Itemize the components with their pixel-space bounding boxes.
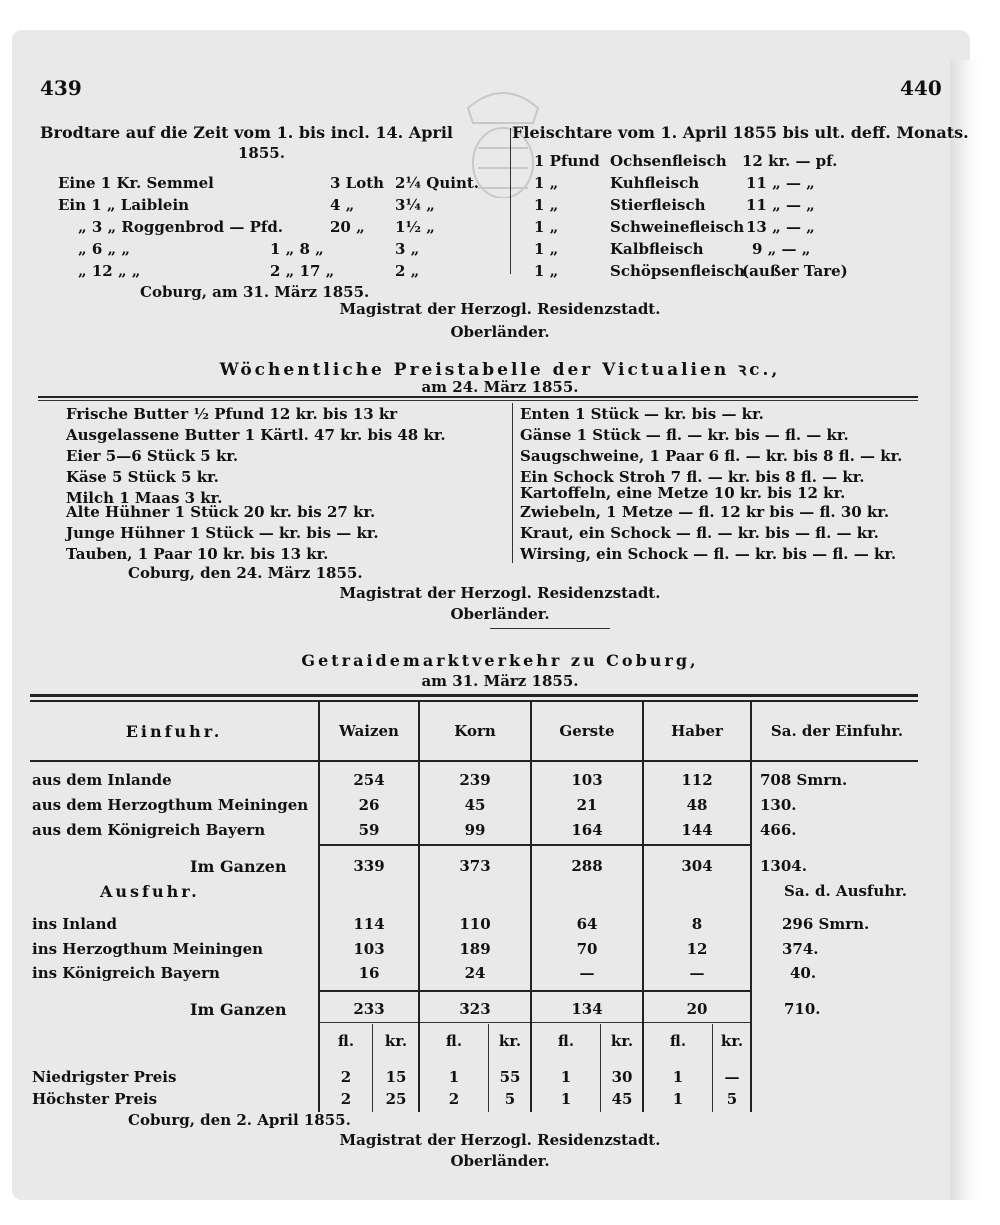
header-gerste: Gerste	[559, 722, 615, 740]
table-cell: 12	[686, 940, 708, 958]
fleisch-qty: 1 Pfund	[534, 152, 600, 170]
table-cell: 16	[358, 964, 380, 982]
header-korn: Korn	[454, 722, 496, 740]
table-cell: 24	[464, 964, 486, 982]
table-cell: 233	[353, 1000, 385, 1018]
page-number-left: 439	[40, 76, 82, 100]
table-cell: 55	[499, 1068, 521, 1086]
table-cell: 304	[681, 857, 713, 875]
table-cell: 164	[571, 821, 603, 839]
table-cell: 1	[672, 1068, 684, 1086]
fleisch-kind: Schweinefleisch	[610, 218, 745, 236]
price-item: Junge Hühner 1 Stück — kr. bis — kr.	[66, 524, 379, 542]
table-cell: 103	[571, 771, 603, 789]
brodtaxe-item: Eine 1 Kr. Semmel	[58, 174, 214, 192]
table-cell: 1	[560, 1068, 572, 1086]
table-cell: 45	[611, 1090, 633, 1108]
header-waizen: Waizen	[339, 722, 399, 740]
table-cell: 374.	[782, 940, 819, 958]
table-col-rule	[642, 700, 644, 1112]
table-cell: 70	[576, 940, 598, 958]
price-item: Ein Schock Stroh 7 fl. — kr. bis 8 fl. — kr.	[520, 468, 865, 486]
table-cell: 1304.	[760, 857, 807, 875]
fleischtaxe-heading: Fleischtare vom 1. April 1855 bis ult. deff. Monats.	[512, 123, 969, 142]
table-row-label: Im Ganzen	[190, 1000, 287, 1019]
table-rule	[30, 760, 918, 762]
brodtaxe-quint: 3¼ „	[395, 196, 435, 214]
ausfuhr-sum-label: Sa. d. Ausfuhr.	[784, 882, 907, 900]
table-col-rule	[318, 700, 320, 1112]
signature-authority: Magistrat der Herzogl. Residenzstadt.	[339, 584, 661, 602]
fleisch-kind: Kuhfleisch	[610, 174, 700, 192]
price-item: Tauben, 1 Paar 10 kr. bis 13 kr.	[66, 545, 329, 563]
table-cell: 8	[691, 915, 703, 933]
signature-name: Oberländer.	[450, 605, 550, 623]
getraide-title: Getraidemarktverkehr zu Coburg,	[301, 651, 699, 670]
column-divider	[512, 403, 513, 563]
getraide-place-date: Coburg, den 2. April 1855.	[128, 1111, 351, 1129]
table-cell: 2	[340, 1090, 352, 1108]
brodtaxe-weight: 4 „	[330, 196, 355, 214]
fleisch-price: 13 „ — „	[746, 218, 815, 236]
unit-label: kr.	[498, 1032, 522, 1050]
unit-label: fl.	[445, 1032, 463, 1050]
table-cell: 466.	[760, 821, 797, 839]
brodtaxe-item: „ 12 „ „	[78, 262, 141, 280]
fleisch-qty: 1 „	[534, 262, 559, 280]
brodtaxe-quint: 1½ „	[395, 218, 435, 236]
table-cell: 64	[576, 915, 598, 933]
signature-name: Oberländer.	[450, 323, 550, 341]
table-row-label: Niedrigster Preis	[32, 1068, 177, 1086]
brodtaxe-year: 1855.	[238, 144, 285, 162]
table-cell: 15	[385, 1068, 407, 1086]
table-row-label: ins Königreich Bayern	[32, 964, 220, 982]
header-einfuhr: Einfuhr.	[125, 722, 223, 741]
price-item: Zwiebeln, 1 Metze — fl. 12 kr bis — fl. 30 kr.	[520, 503, 890, 521]
brodtaxe-quint: 2¼ Quint.	[395, 174, 480, 192]
price-item: Kartoffeln, eine Metze 10 kr. bis 12 kr.	[520, 484, 846, 502]
table-rule	[30, 694, 918, 697]
table-col-rule	[712, 1024, 713, 1112]
brodtaxe-weight: 2 „ 17 „	[270, 262, 335, 280]
table-cell: 21	[576, 796, 598, 814]
unit-label: fl.	[337, 1032, 355, 1050]
table-row-label: Höchster Preis	[32, 1090, 158, 1108]
table-col-rule	[530, 700, 532, 1112]
table-cell: 40.	[790, 964, 817, 982]
signature-authority: Magistrat der Herzogl. Residenzstadt.	[339, 300, 661, 318]
wochen-title: Wöchentliche Preistabelle der Victualien ꝛc.,	[219, 360, 781, 380]
table-row-label: aus dem Inlande	[32, 771, 172, 789]
table-cell: 2	[448, 1090, 460, 1108]
table-cell: 1	[448, 1068, 460, 1086]
fleisch-price: 12 kr. — pf.	[742, 152, 838, 170]
short-rule	[490, 628, 610, 629]
wochen-place-date: Coburg, den 24. März 1855.	[128, 564, 363, 582]
fleisch-kind: Ochsenfleisch	[610, 152, 727, 170]
table-cell: 5	[504, 1090, 516, 1108]
price-item: Enten 1 Stück — kr. bis — kr.	[520, 405, 764, 423]
table-rule	[318, 1022, 750, 1023]
fleisch-price: (außer Tare)	[742, 262, 848, 280]
wochen-date: am 24. März 1855.	[421, 378, 579, 396]
table-cell: 48	[686, 796, 708, 814]
header-haber: Haber	[671, 722, 723, 740]
unit-label: kr.	[610, 1032, 634, 1050]
header-sum-einfuhr: Sa. der Einfuhr.	[770, 722, 904, 740]
table-cell: 134	[571, 1000, 603, 1018]
fleisch-kind: Kalbfleisch	[610, 240, 704, 258]
table-cell: 5	[726, 1090, 738, 1108]
page-number-right: 440	[900, 76, 942, 100]
brodtaxe-item: Ein 1 „ Laiblein	[58, 196, 190, 214]
getraide-date: am 31. März 1855.	[421, 672, 579, 690]
table-cell: 30	[611, 1068, 633, 1086]
page-edge	[950, 60, 980, 1200]
brodtaxe-quint: 2 „	[395, 262, 420, 280]
table-cell: 1	[560, 1090, 572, 1108]
table-col-rule	[372, 1024, 373, 1112]
table-cell: 339	[353, 857, 385, 875]
table-cell: 45	[464, 796, 486, 814]
price-item: Milch 1 Maas 3 kr.	[66, 489, 223, 507]
price-item: Eier 5—6 Stück 5 kr.	[66, 447, 239, 465]
price-item: Ausgelassene Butter 1 Kärtl. 47 kr. bis 48 kr.	[66, 426, 446, 444]
table-cell: 103	[353, 940, 385, 958]
price-item: Wirsing, ein Schock — fl. — kr. bis — fl. — kr.	[520, 545, 897, 563]
table-row-label: aus dem Herzogthum Meiningen	[32, 796, 309, 814]
price-item: Gänse 1 Stück — fl. — kr. bis — fl. — kr.	[520, 426, 849, 444]
table-col-rule	[488, 1024, 489, 1112]
table-cell: —	[724, 1068, 740, 1086]
fleisch-qty: 1 „	[534, 174, 559, 192]
price-item: Saugschweine, 1 Paar 6 fl. — kr. bis 8 fl. — kr.	[520, 447, 903, 465]
brodtaxe-item: „ 6 „ „	[78, 240, 130, 258]
brodtaxe-item: „ 3 „ Roggenbrod — Pfd.	[78, 218, 284, 236]
table-cell: 130.	[760, 796, 797, 814]
table-cell: 296 Smrn.	[782, 915, 870, 933]
fleisch-qty: 1 „	[534, 218, 559, 236]
table-cell: 25	[385, 1090, 407, 1108]
table-cell: 110	[459, 915, 491, 933]
unit-label: kr.	[384, 1032, 408, 1050]
table-cell: 373	[459, 857, 491, 875]
table-rule	[30, 700, 918, 702]
price-item: Kraut, ein Schock — fl. — kr. bis — fl. — kr.	[520, 524, 879, 542]
table-col-rule	[418, 700, 420, 1112]
brodtaxe-quint: 3 „	[395, 240, 420, 258]
table-cell: 112	[681, 771, 713, 789]
brodtaxe-heading: Brodtare auf die Zeit vom 1. bis incl. 14. April	[40, 123, 453, 142]
table-cell: 26	[358, 796, 380, 814]
table-cell: 708 Smrn.	[760, 771, 848, 789]
section-rule	[38, 400, 918, 401]
table-cell: 239	[459, 771, 491, 789]
table-cell: 254	[353, 771, 385, 789]
signature-name: Oberländer.	[450, 1152, 550, 1170]
table-cell: —	[689, 964, 705, 982]
table-cell: 2	[340, 1068, 352, 1086]
fleisch-qty: 1 „	[534, 196, 559, 214]
fleisch-kind: Schöpsenfleisch	[610, 262, 745, 280]
table-cell: 59	[358, 821, 380, 839]
fleisch-price: 11 „ — „	[746, 174, 815, 192]
fleisch-price: 9 „ — „	[752, 240, 811, 258]
table-cell: 710.	[784, 1000, 821, 1018]
ausfuhr-label: Ausfuhr.	[100, 882, 200, 901]
signature-authority: Magistrat der Herzogl. Residenzstadt.	[339, 1131, 661, 1149]
table-col-rule	[750, 700, 752, 1112]
table-rule	[318, 844, 750, 846]
brodtaxe-place-date: Coburg, am 31. März 1855.	[140, 283, 370, 301]
table-cell: 144	[681, 821, 713, 839]
table-row-label: ins Inland	[32, 915, 118, 933]
table-cell: —	[579, 964, 595, 982]
section-rule	[38, 396, 918, 398]
fleisch-qty: 1 „	[534, 240, 559, 258]
price-item: Frische Butter ½ Pfund 12 kr. bis 13 kr	[66, 405, 398, 423]
table-row-label: aus dem Königreich Bayern	[32, 821, 266, 839]
unit-label: fl.	[557, 1032, 575, 1050]
table-cell: 114	[353, 915, 385, 933]
column-divider	[510, 128, 511, 274]
brodtaxe-weight: 3 Loth	[330, 174, 385, 192]
price-item: Alte Hühner 1 Stück 20 kr. bis 27 kr.	[66, 503, 376, 521]
table-cell: 20	[686, 1000, 708, 1018]
table-rule	[318, 990, 750, 992]
brodtaxe-weight: 1 „ 8 „	[270, 240, 324, 258]
unit-label: kr.	[720, 1032, 744, 1050]
price-item: Käse 5 Stück 5 kr.	[66, 468, 219, 486]
table-cell: 1	[672, 1090, 684, 1108]
table-cell: 189	[459, 940, 491, 958]
table-cell: 288	[571, 857, 603, 875]
table-row-label: ins Herzogthum Meiningen	[32, 940, 264, 958]
table-row-label: Im Ganzen	[190, 857, 287, 876]
table-cell: 323	[459, 1000, 491, 1018]
table-col-rule	[600, 1024, 601, 1112]
brodtaxe-weight: 20 „	[330, 218, 365, 236]
fleisch-price: 11 „ — „	[746, 196, 815, 214]
table-cell: 99	[464, 821, 486, 839]
unit-label: fl.	[669, 1032, 687, 1050]
fleisch-kind: Stierfleisch	[610, 196, 706, 214]
